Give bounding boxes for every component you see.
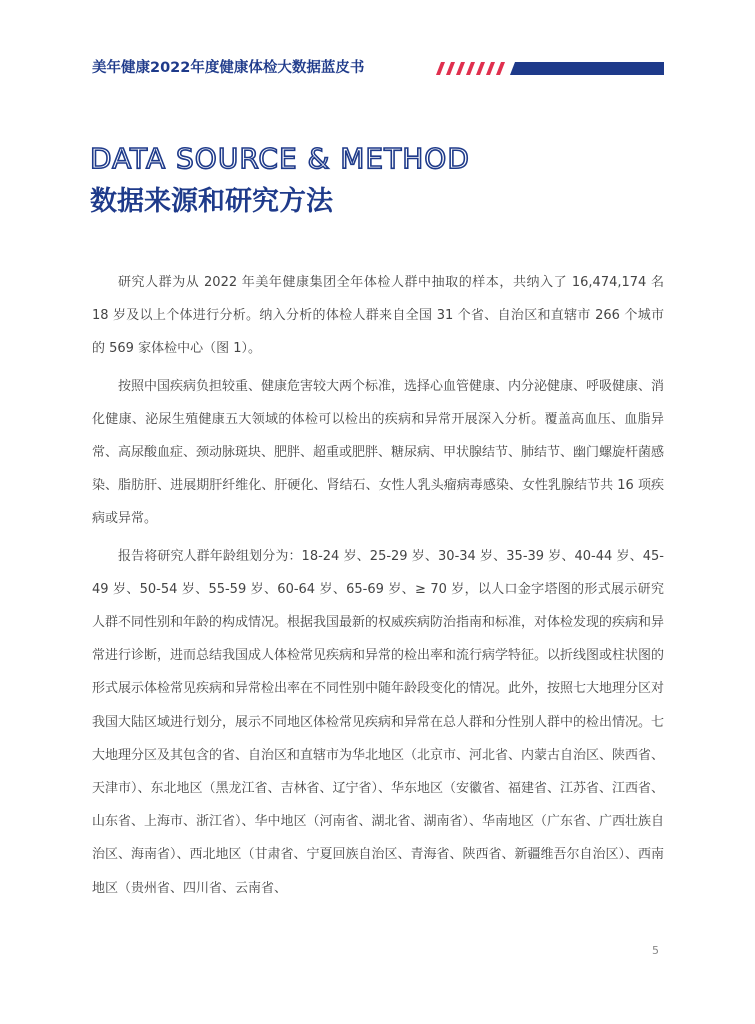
paragraph: 按照中国疾病负担较重、健康危害较大两个标准，选择心血管健康、内分泌健康、呼吸健康、消化健康、泌尿生殖健康五大领域的体检可以检出的疾病和异常开展深入分析。覆盖高血压、血脂异常、高尿酸血症、颈动脉斑块、肥胖、超重或肥胖、糖尿病、甲状腺结节、肺结节、幽门螺旋杆菌感染、脂肪肝、进展期肝纤维化、肝硬化、肾结石、女性人乳头瘤病毒感染、女性乳腺结节共 16 项疾病或异常。	[92, 378, 665, 527]
section-title-en: DATA SOURCE & METHOD	[90, 142, 470, 175]
section-title-zh: 数据来源和研究方法	[90, 186, 333, 217]
body-text	[92, 266, 664, 909]
paragraph: 报告将研究人群年龄组划分为：18-24 岁、25-29 岁、30-34 岁、35-39 岁、40-44 岁、45-49 岁、50-54 岁、55-59 岁、60-64 岁、65-69 岁、≥ 70 岁，以人口金字塔图的形式展示研究人群不同性别和年龄的构成情况。根据我国最新的权威疾病防治指南和标准，对体检发现的疾病和异常进行诊断，进而总结我国成人体检常见疾病和异常的检出率和流行病学特征。以折线图或柱状图的形式展示体检常见疾病和异常检出率在不同性别中随年龄段变化的情况。此外，按照七大地理分区对我国大陆区域进行划分，展示不同地区体检常见疾病和异常在总人群和分性别人群中的检出情况。七大地理分区及其包含的省、自治区和直辖市为华北地区（北京市、河北省、内蒙古自治区、陕西省、天津市）、东北地区（黑龙江省、吉林省、辽宁省）、华东地区（安徽省、福建省、江苏省、江西省、山东省、上海市、浙江省）、华中地区（河南省、湖北省、湖南省）、华南地区（广东省、广西壮族自治区、海南省）、西北地区（甘肃省、宁夏回族自治区、青海省、陕西省、新疆维吾尔自治区）、西南地区（贵州省、四川省、云南省、	[92, 548, 665, 896]
paragraph: 研究人群为从 2022 年美年健康集团全年体检人群中抽取的样本，共纳入了 16,474,174 名 18 岁及以上个体进行分析。纳入分析的体检人群来自全国 31 个省、自治区和直辖市 266 个城市的 569 家体检中心（图 1）。	[92, 275, 664, 357]
header-stripe-decoration	[432, 62, 664, 75]
page-header	[92, 56, 664, 80]
page-number: 5	[652, 944, 659, 957]
report-title: 美年健康2022年度健康体检大数据蓝皮书	[92, 60, 365, 76]
